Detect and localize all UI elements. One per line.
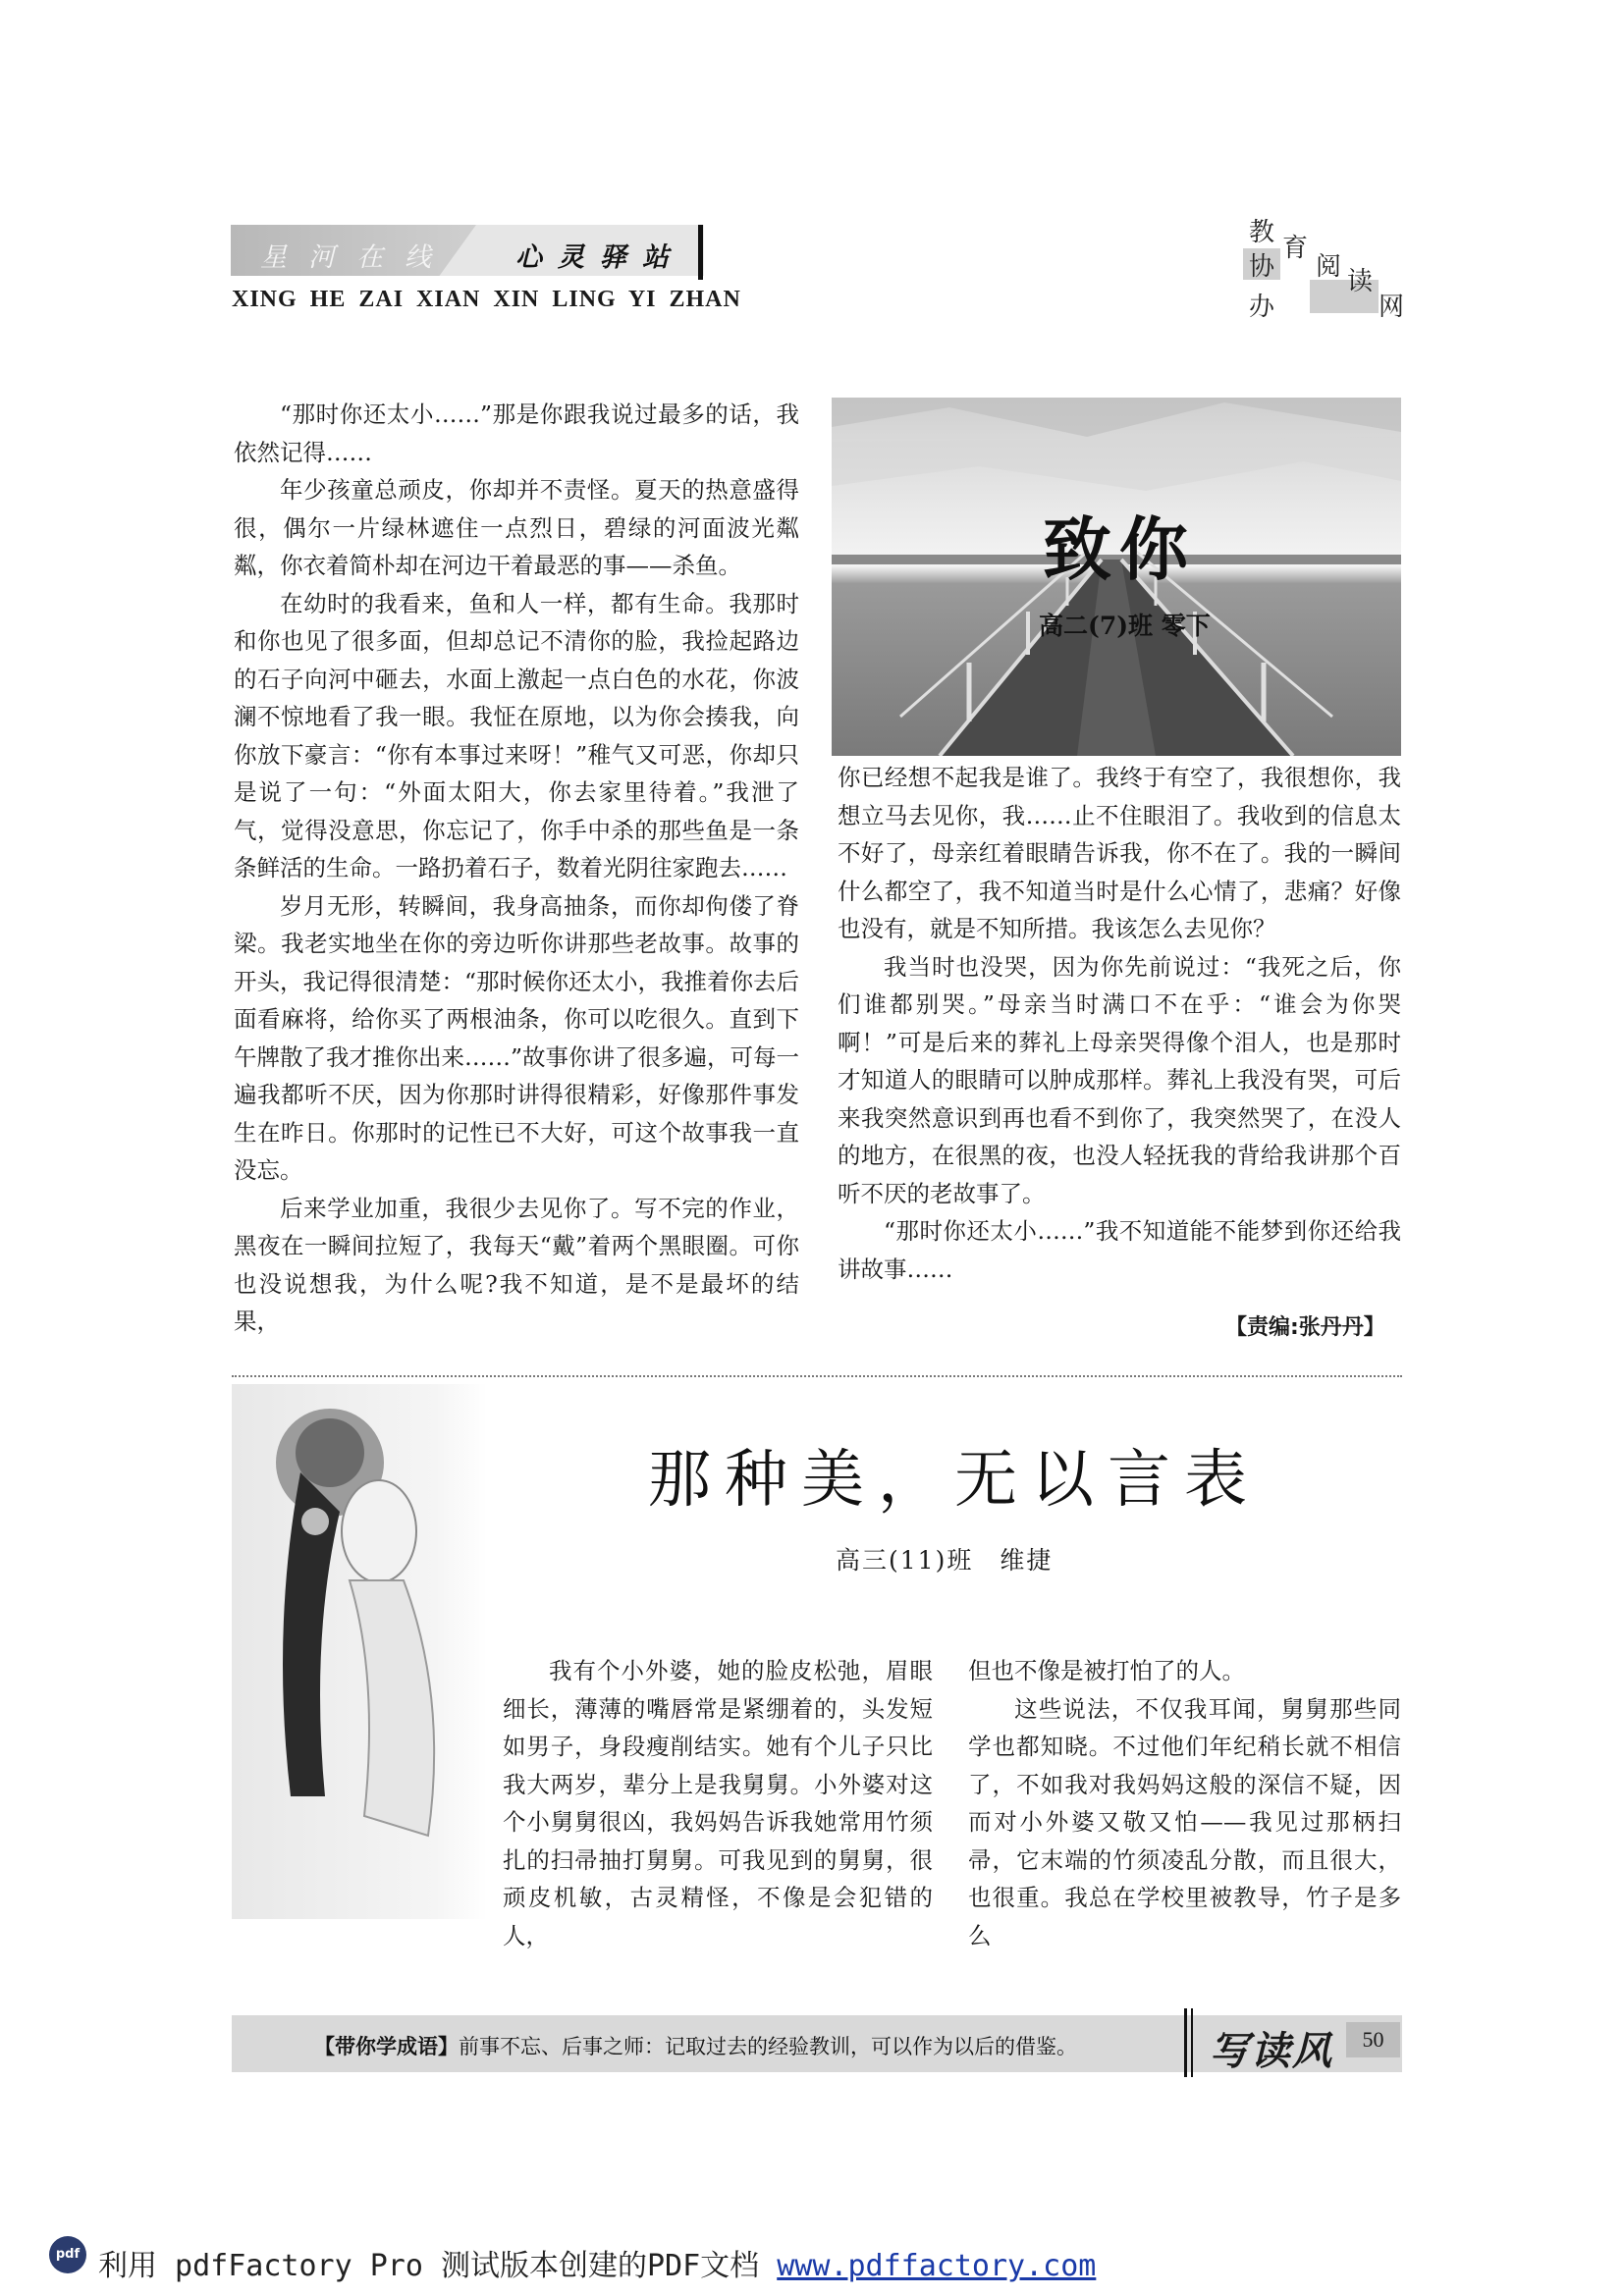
- paragraph: 后来学业加重，我很少去见你了。写不完的作业，黑夜在一瞬间拉短了，我每天“戴”着两个黑眼圈。可你也没说想我，为什么呢?我不知道，是不是最坏的结果，: [234, 1194, 799, 1335]
- paragraph: 年少孩童总顽皮，你却并不责怪。夏天的热意盛得很，偶尔一片绿林遮住一点烈日，碧绿的河面波光粼粼，你衣着简朴却在河边干着最恶的事——杀鱼。: [234, 476, 799, 579]
- header-right-text: 心灵驿站: [515, 242, 684, 273]
- logo-char: 阅: [1316, 252, 1342, 282]
- article2-title: 那种美，无以言表: [648, 1444, 1261, 1517]
- paragraph: 在幼时的我看来，鱼和人一样，都有生命。我那时和你也见了很多面，但却总记不清你的脸，我捡起路边的石子向河中砸去，水面上激起一点白色的水花，你波澜不惊地看了我一眼。我怔在原地，以为你会揍我，向你放下豪言：“你有本事过来呀！”稚气又可恶，你却只是说了一句：“外面太阳大，你去家里待着。”我泄了气，觉得没意思，你忘记了，你手中杀的那些鱼是一条条鲜活的生命。一路扔着石子，数着光阴往家跑去……: [234, 589, 799, 881]
- paragraph: 你已经想不起我是谁了。我终于有空了，我很想你，我想立马去见你，我……止不住眼泪了。我收到的信息太不好了，母亲红着眼睛告诉我，你不在了。我的一瞬间什么都空了，我不知道当时是什么心情了，悲痛？好像也没有，就是不知所措。我该怎么去见你？: [838, 764, 1401, 942]
- article2-byline: 高三(11)班 维捷: [836, 1546, 1054, 1575]
- article1-byline: 高二(7)班 零下: [1039, 612, 1211, 640]
- opera-figure: [232, 1384, 487, 1919]
- article2-right-column: [968, 1652, 1401, 1954]
- logo-char: 办: [1249, 293, 1275, 322]
- section-divider: [232, 1375, 1402, 1377]
- footer-rule: [1191, 2008, 1193, 2077]
- footer-idiom: [314, 2031, 1077, 2060]
- logo-char: 网: [1379, 293, 1405, 322]
- footer-idiom-label: 【带你学成语】: [314, 2035, 459, 2058]
- article1-left-column: [234, 396, 799, 1341]
- watermark-link[interactable]: www.pdffactory.com: [777, 2249, 1097, 2283]
- editor-credit: 【责编:张丹丹】: [1225, 1315, 1385, 1340]
- article2-left-column: [503, 1652, 933, 1954]
- opera-illustration: [232, 1384, 487, 1919]
- page-number: 50: [1346, 2022, 1400, 2057]
- paragraph: 我有个小外婆，她的脸皮松弛，眉眼细长，薄薄的嘴唇常是紧绷着的，头发短如男子，身段瘦削结实。她有个儿子只比我大两岁，辈分上是我舅舅。小外婆对这个小舅舅很凶，我妈妈告诉我她常用竹须扎的扫帚抽打舅舅。可我见到的舅舅，很顽皮机敏，古灵精怪，不像是会犯错的人，: [503, 1657, 933, 1949]
- paragraph: 我当时也没哭，因为你先前说过：“我死之后，你们谁都别哭。”母亲当时满口不在乎：“谁会为你哭啊！”可是后来的葬礼上母亲哭得像个泪人，也是那时才知道人的眼睛可以肿成那样。葬礼上我没有哭，可后来我突然意识到再也看不到你了，我突然哭了，在没人的地方，在很黑的夜，也没人轻抚我的背给我讲那个百听不厌的老故事了。: [838, 952, 1401, 1207]
- footer-rule: [1184, 2008, 1187, 2077]
- paragraph: “那时你还太小……”我不知道能不能梦到你还给我讲故事……: [838, 1217, 1401, 1283]
- logo-char: 协: [1249, 252, 1275, 282]
- watermark-text: 利用 pdfFactory Pro 测试版本创建的PDF文档: [98, 2249, 760, 2283]
- header-left-text: 星河在线: [260, 242, 453, 273]
- paragraph: “那时你还太小……”那是你跟我说过最多的话，我依然记得……: [234, 400, 799, 466]
- logo-char: 育: [1282, 234, 1309, 263]
- article1-right-column: [838, 759, 1401, 1288]
- header-rule: [698, 225, 703, 280]
- magazine-brand: 写读风: [1210, 2028, 1333, 2074]
- paragraph: 但也不像是被打怕了的人。: [968, 1657, 1245, 1684]
- pdf-icon: pdf: [49, 2236, 86, 2273]
- logo-char: 教: [1249, 218, 1275, 247]
- paragraph: 这些说法，不仅我耳闻，舅舅那些同学也都知晓。不过他们年纪稍长就不相信了，不如我对我妈妈这般的深信不疑，因而对小外婆又敬又怕——我见过那柄扫帚，它末端的竹须凌乱分散，而且很大，也很重。我总在学校里被教导，竹子是多么: [968, 1694, 1401, 1949]
- watermark: [98, 2241, 1096, 2284]
- article1-title: 致你: [1043, 509, 1196, 590]
- header-pinyin: XING HE ZAI XIAN XIN LING YI ZHAN: [232, 287, 741, 312]
- paragraph: 岁月无形，转瞬间，我身高抽条，而你却佝偻了脊梁。我老实地坐在你的旁边听你讲那些老故事。故事的开头，我记得很清楚：“那时候你还太小，我推着你去后面看麻将，给你买了两根油条，你可以吃很久。直到下午牌散了我才推你出来……”故事你讲了很多遍，可每一遍我都听不厌，因为你那时讲得很精彩，好像那件事发生在昨日。你那时的记性已不大好，可这个故事我一直没忘。: [234, 891, 800, 1184]
- footer-idiom-text: 前事不忘、后事之师：记取过去的经验教训，可以作为以后的借鉴。: [459, 2035, 1077, 2058]
- logo-char: 读: [1347, 267, 1374, 296]
